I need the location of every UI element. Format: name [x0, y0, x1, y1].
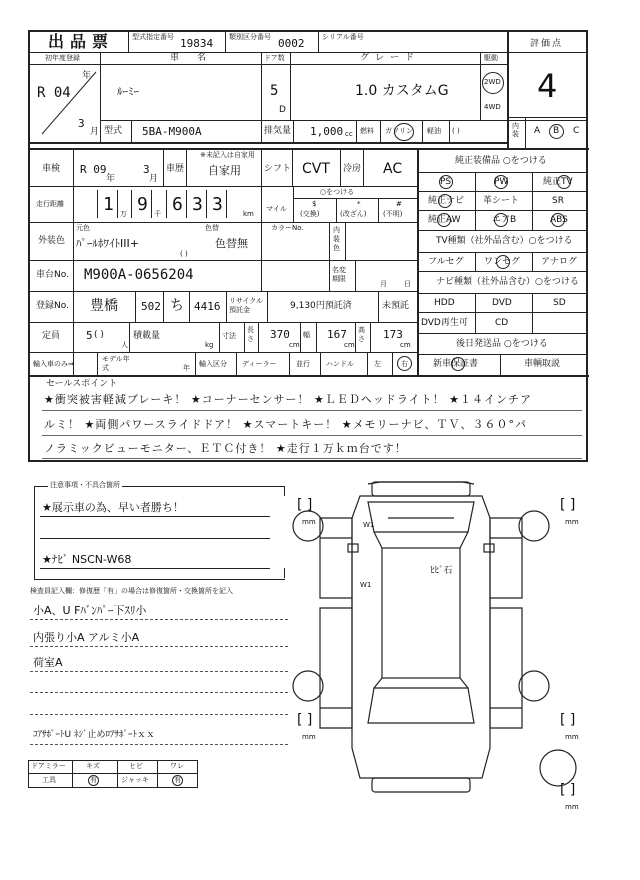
tv-fullseg: フルセグ [428, 257, 464, 267]
mileage-digit-2: 9 [137, 194, 148, 215]
inspector-line-6: ｺｱｻﾎﾟｰﾄU ﾈｼﾞ止めﾛｱｻﾎﾟｰﾄｘｘ [33, 730, 155, 740]
load-unit: kg [205, 341, 214, 349]
equipment-title: 純正装備品 ○をつける [455, 156, 547, 166]
color-repaint: 色替無 [215, 237, 248, 250]
legend-tools-yes: 有 [90, 776, 97, 784]
serial-label: シリアル番号 [322, 33, 364, 41]
class-no-value: 0002 [278, 37, 305, 50]
tv-oneseg: ワンセグ [484, 257, 521, 267]
name-change-label: 名変期限 [332, 266, 346, 283]
equip-ps: PS [440, 177, 452, 187]
history-note: ※未記入は自家用 [200, 151, 255, 159]
color-label: 外装色 [38, 236, 66, 246]
car-name: ﾙｰﾐｰ [117, 85, 139, 98]
notes-label: 注意事項・不具合箇所 [50, 481, 120, 489]
shaken-month-unit: 月 [149, 174, 159, 184]
import-year-unit: 年 [183, 364, 190, 372]
navi-dvd-play: DVD再生可 [421, 318, 468, 328]
tv-analog: アナログ [541, 257, 578, 267]
mileage-unit-sen: 千 [154, 210, 161, 218]
damage-hibi: ﾋﾋﾞ石 [430, 566, 453, 576]
inspector-line-2: 内張り小A アルミ小A [33, 631, 140, 644]
mileage-digit-5: 3 [212, 194, 223, 215]
legend-jack-yes: 有 [174, 776, 181, 784]
doors-label: ドア数 [264, 54, 285, 62]
mileage-opt-unknown-sub: (不明) [383, 210, 403, 218]
chassis-value: M900A-0656204 [84, 267, 194, 283]
later-manual: 車輌取説 [524, 359, 561, 369]
tread-mm-spare: mm [565, 803, 579, 811]
interior-label: 内装 [512, 122, 519, 138]
type-no-value: 19834 [180, 37, 214, 50]
history-value: 自家用 [208, 164, 241, 177]
doors-value: 5 [270, 83, 279, 99]
displacement-unit: cc [345, 130, 353, 138]
first-reg-label: 初年度登録 [45, 54, 80, 62]
first-reg-year-unit: 年 [82, 71, 92, 81]
sales-line-2: ルミ！ ★両側パワースライドドア！ ★スマートキー！ ★メモリーナビ、ＴＶ、３６０°パ [44, 418, 528, 431]
length-unit: cm [289, 341, 300, 349]
mileage-unit-man: 万 [120, 210, 127, 218]
shaken-month: 3 [143, 163, 150, 176]
mileage-unit-km: km [243, 210, 254, 218]
width-label: 幅 [303, 331, 310, 339]
equip-pw: PW [494, 177, 509, 187]
import-division-label: 輸入区分 [199, 360, 227, 368]
import-model-year-label: モデル年式 [102, 355, 130, 372]
recycle-label: リサイクル預託金 [229, 297, 264, 314]
reg-kana: ち [170, 298, 184, 314]
color-paren: ( ) [180, 250, 188, 258]
ac-label: 冷房 [343, 164, 362, 174]
tread-bracket-fr: [ ] [560, 497, 576, 513]
recycle-unpaid: 未預託 [382, 301, 410, 311]
tread-bracket-rl: [ ] [297, 712, 313, 728]
legend-ware: ワレ [170, 762, 184, 770]
equip-navi: 純正ナビ [428, 196, 465, 206]
tread-mm-rr: mm [565, 733, 579, 741]
equip-abs: ABS [550, 215, 568, 225]
shift-label: シフト [264, 164, 292, 174]
grade-value: 1.0 カスタムG [355, 83, 449, 99]
legend-jack: ジャッキ [121, 776, 149, 784]
capacity-unit: 人 [121, 341, 128, 349]
reg-class: 502 [141, 300, 161, 313]
damage-w1-front: W1 [363, 521, 375, 529]
tv-title: TV種類（社外品含む）○をつける [436, 236, 573, 246]
first-reg-month-unit: 月 [90, 127, 100, 137]
import-label: 輸入車のみ⇒ [33, 360, 74, 368]
interior-color-label: 内装色 [333, 226, 340, 252]
first-reg-month: 3 [78, 117, 85, 130]
equip-aw: 純正AW [428, 215, 461, 225]
legend-tools: 工具 [42, 776, 56, 784]
mileage-digit-3: 6 [172, 194, 183, 215]
model-value: 5BA-M900A [142, 125, 202, 138]
shift-value: CVT [302, 161, 330, 177]
height-unit: cm [400, 341, 411, 349]
navi-title: ナビ種類（社外品含む）○をつける [436, 277, 579, 287]
sales-label: セールスポイント [46, 379, 118, 389]
mileage-digit-4: 3 [192, 194, 203, 215]
model-label: 型式 [104, 126, 123, 136]
equip-sr: SR [552, 196, 564, 206]
mileage-opt-tamper-sub: (改ざん) [340, 210, 367, 218]
recycle-value: 9,130円預託済 [290, 301, 352, 311]
name-change-month: 月 [380, 280, 387, 288]
first-reg-era: R 04 [37, 85, 71, 101]
color-no-label: カラーNo. [271, 224, 304, 232]
shaken-year: R 09 [80, 163, 107, 176]
displacement-value: 1,000 [310, 125, 344, 138]
shaken-year-unit: 年 [106, 174, 116, 184]
import-dealer: ディーラー [242, 360, 277, 368]
drive-4wd: 4WD [484, 103, 501, 111]
dims-label: 寸法 [222, 332, 236, 340]
tread-mm-rl: mm [302, 733, 316, 741]
equip-leather: 革シート [483, 196, 520, 206]
interior-b: B [553, 126, 560, 136]
notes-line-1: ★展示車の為、早い者勝ち！ [42, 501, 184, 514]
mileage-opt-exchange: $ [312, 200, 317, 208]
equip-tv: 純正TV [543, 177, 573, 187]
tread-mm-fr: mm [565, 518, 579, 526]
mileage-mile-label: マイル [266, 205, 287, 213]
load-label: 積載量 [133, 331, 161, 341]
handle-left: 左 [374, 360, 381, 368]
door-type: D [279, 105, 286, 115]
handle-label: ハンドル [326, 360, 354, 368]
legend-hibi: ヒビ [129, 762, 143, 770]
drive-2wd: 2WD [484, 78, 501, 86]
navi-cd: CD [495, 318, 509, 328]
score-value: 4 [537, 67, 558, 105]
legend-mirror: ドアミラー [31, 762, 66, 770]
capacity-paren: ( ) [94, 330, 104, 340]
interior-a: A [534, 126, 541, 136]
height-value: 173 [383, 328, 403, 341]
color-original: ﾊﾟｰﾙﾎﾜｲﾄIII+ [76, 237, 139, 250]
height-label: 高さ [358, 326, 365, 343]
shaken-label: 車検 [42, 164, 61, 174]
mileage-opt-unknown: # [396, 200, 402, 208]
legend-kizu: キズ [86, 762, 100, 770]
notes-line-2: ★ﾅﾋﾞ NSCN-W68 [42, 553, 132, 566]
navi-sd: SD [553, 298, 566, 308]
tread-bracket-rr: [ ] [560, 712, 576, 728]
ac-value: AC [383, 161, 403, 177]
class-no-label: 類別区分番号 [229, 33, 271, 41]
fuel-gasoline: ガソリン [385, 127, 413, 135]
length-label: 長さ [247, 326, 254, 343]
length-value: 370 [270, 328, 290, 341]
displacement-label: 排気量 [264, 126, 292, 136]
fuel-label: 燃料 [360, 127, 374, 135]
chassis-label: 車台No. [36, 270, 69, 280]
interior-c: C [573, 126, 580, 136]
navi-hdd: HDD [434, 298, 455, 308]
drive-label: 駆動 [484, 54, 498, 62]
reg-number: 4416 [194, 300, 221, 313]
equip-airbag: エアB [492, 215, 517, 225]
width-unit: cm [344, 341, 355, 349]
sales-line-3: ノラミックビューモニター、ＥＴＣ付き！ ★走行１万ｋｍ台です！ [44, 442, 407, 455]
tread-bracket-fl: [ ] [297, 497, 313, 513]
score-label: 評価点 [530, 39, 564, 49]
inspector-line-1: 小A、U Fﾊﾞﾝﾊﾟｰ下ｽﾘ小 [33, 604, 147, 617]
mileage-digit-1: 1 [103, 194, 114, 215]
color-original-label: 元色 [76, 224, 90, 232]
capacity-value: 5 [86, 329, 93, 342]
later-title: 後日発送品 ○をつける [456, 339, 548, 349]
name-change-day: 日 [404, 280, 411, 288]
fuel-light-oil: 軽油 [427, 127, 441, 135]
width-value: 167 [327, 328, 347, 341]
history-label: 車歴 [166, 164, 185, 174]
tread-bracket-spare: [ ] [560, 782, 576, 798]
sales-line-1: ★衝突被害軽減ブレーキ！ ★コーナーセンサー！ ★ＬＥＤヘッドライト！ ★１４インチア [44, 393, 532, 406]
damage-w1-side: W1 [360, 581, 372, 589]
handle-right: 右 [401, 360, 408, 368]
type-no-label: 型式指定番号 [132, 33, 174, 41]
mileage-label: 走行距離 [36, 200, 64, 208]
capacity-label: 定員 [42, 331, 61, 341]
form-title: 出品票 [48, 32, 115, 51]
reg-label: 登録No. [36, 301, 69, 311]
inspector-label: 検査員記入欄：修復歴「有」の場合は修復箇所・交換箇所を記入 [30, 587, 233, 595]
color-repaint-label: 色替 [205, 224, 219, 232]
car-diagram [290, 478, 590, 798]
car-name-label: 車名 [170, 53, 225, 63]
grade-label: グレード [360, 53, 421, 63]
fuel-other: ( ) [452, 127, 460, 135]
later-warranty: 新車保証書 [433, 359, 479, 369]
mileage-tsukeru: ○をつける [320, 188, 355, 196]
tread-mm-fl: mm [302, 518, 316, 526]
import-parallel: 並行 [296, 360, 310, 368]
reg-area: 豊橋 [90, 298, 118, 314]
navi-dvd: DVD [492, 298, 512, 308]
inspector-line-3: 荷室A [33, 656, 63, 669]
mileage-opt-exchange-sub: (交換) [300, 210, 320, 218]
mileage-opt-tamper: * [357, 200, 361, 208]
